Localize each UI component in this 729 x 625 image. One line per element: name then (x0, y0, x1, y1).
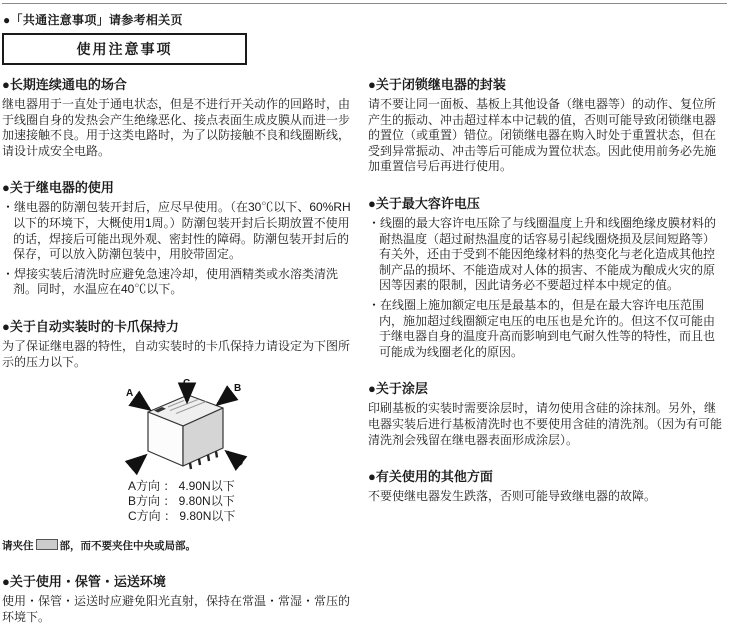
clamp-note (2, 538, 359, 553)
top-divider (2, 3, 727, 4)
paragraph-storage-environment: 使用・保管・运送时应避免阳光直射，保持在常温・常湿・常压的环境下。 (2, 594, 351, 624)
paragraph-continuous-energizing: 继电器用于一直处于通电状态，但是不进行开关动作的回路时，由于线圈自身的发热会产生绝缘恶化、接点表面生成皮膜从而进一步加速接触不良。用于这类电路时，为了以防接触不良和线圈断线，请设计成安全电路。 (2, 97, 351, 158)
relay-body (148, 395, 223, 466)
arrow-label-a: A (126, 388, 134, 400)
columns (2, 69, 727, 625)
paragraph-chuck-holding-force: 为了保证继电器的特性，自动实装时的卡爪保持力请设定为下图所示的压力以下。 (2, 338, 351, 369)
clamp-area-box (36, 539, 58, 550)
left-column (2, 69, 359, 625)
section-heading-other-usage: ●有关使用的其他方面 (368, 469, 493, 485)
section-heading-storage-environment: ●关于使用・保管・运送环境 (2, 574, 166, 590)
section-heading-max-allowable-voltage: ●关于最大容许电压 (368, 195, 480, 211)
clamp-note-prefix: 请夹住 (2, 540, 34, 553)
bullet-max-voltage-limits: ・线圈的最大容许电压除了与线圈温度上升和线圈绝缘皮膜材料的耐热温度（超过耐热温度的话容易引起线圈烧损及层间短路等）有关外，还由于受到不能因绝缘材料的热变化与老化造成其他控制产品的损坏、不能造成对人体的损害、不能成为酿成火灾的原因等因素的限制，因此请务必不要超过样本中规定的值。 (368, 215, 717, 293)
caption-line-b: B方向 ： 9.80N以下 (128, 494, 235, 509)
section-heading-relay-usage: ●关于继电器的使用 (2, 180, 114, 196)
caption-line-c: C方向 ： 9.80N以下 (128, 509, 236, 524)
common-precautions-note: ●「共通注意事项」请参考相关页 (3, 13, 183, 27)
arrow-b-direction (218, 394, 231, 404)
relay-clamp-diagram (110, 378, 278, 477)
section-heading-chuck-holding-force: ●关于自动实装时的卡爪保持力 (2, 318, 179, 334)
arrow-a-direction (135, 399, 149, 409)
bullet-rated-voltage: ・在线圈上施加额定电压是最基本的，但是在最大容许电压范围内，施加超过线圈额定电压的电压也是允许的。但这不仅可能由于继电器自身的温度升高而影响到电气耐久性等的特性，而且也可能成为线圈老化的原因。 (368, 297, 716, 359)
holding-force-caption (128, 479, 359, 524)
arrow-label-b: B (234, 383, 242, 395)
arrow-label-c: C (183, 378, 191, 390)
page-title: 使用注意事项 (2, 33, 247, 65)
document-page (0, 3, 729, 624)
arrow-bottom-left (131, 456, 145, 468)
section-heading-coating: ●关于涂层 (368, 381, 428, 397)
caption-line-a: A方向 ： 4.90N以下 (128, 479, 235, 494)
bullet-moisture-packaging: ・继电器的防潮包装开封后，应尽早使用。（在30℃以下、60%RH以下的环境下，大概使用1周。）防潮包装开封后长期放置不使用的话，焊接后可能出现外观、密封性的障碍。防潮包装开封后的保存，可以放入防潮包装中，用胶带固定。 (2, 200, 351, 262)
paragraph-latching-relay: 请不要让同一面板、基板上其他设备（继电器等）的动作、复位所产生的振动、冲击超过样本中记载的值，否则可能导致闭锁继电器的置位（或重置）错位。闭锁继电器在购入时处于重置状态，但在受到异常振动、冲击等后可能成为置位状态。因此使用前务必先施加重置信号后再进行使用。 (368, 97, 717, 174)
section-heading-latching-relay: ●关于闭锁继电器的封装 (368, 77, 506, 92)
bullet-cleaning-after-soldering: ・焊接实装后清洗时应避免急速冷却，使用酒精类或水溶类清洗剂。同时，水温应在40℃以下。 (2, 266, 339, 297)
paragraph-coating: 印刷基板的实装时需要涂层时，请勿使用含硅的涂抹剂。另外，继电器实装后进行基板清洗时也不要使用含硅的清洗剂。（因为有可能清洗剂会残留在继电器表面形成涂层）。 (368, 401, 723, 447)
section-heading-continuous-energizing: ●长期连续通电的场合 (2, 77, 127, 92)
right-column (368, 69, 725, 625)
clamp-note-suffix: 部，而不要夹住中央或局部。 (59, 540, 196, 553)
relay-isometric-drawing (110, 378, 278, 472)
paragraph-other-usage: 不要使继电器发生跌落，否则可能导致继电器的故障。 (368, 489, 657, 504)
arrow-bottom-right (227, 452, 242, 464)
